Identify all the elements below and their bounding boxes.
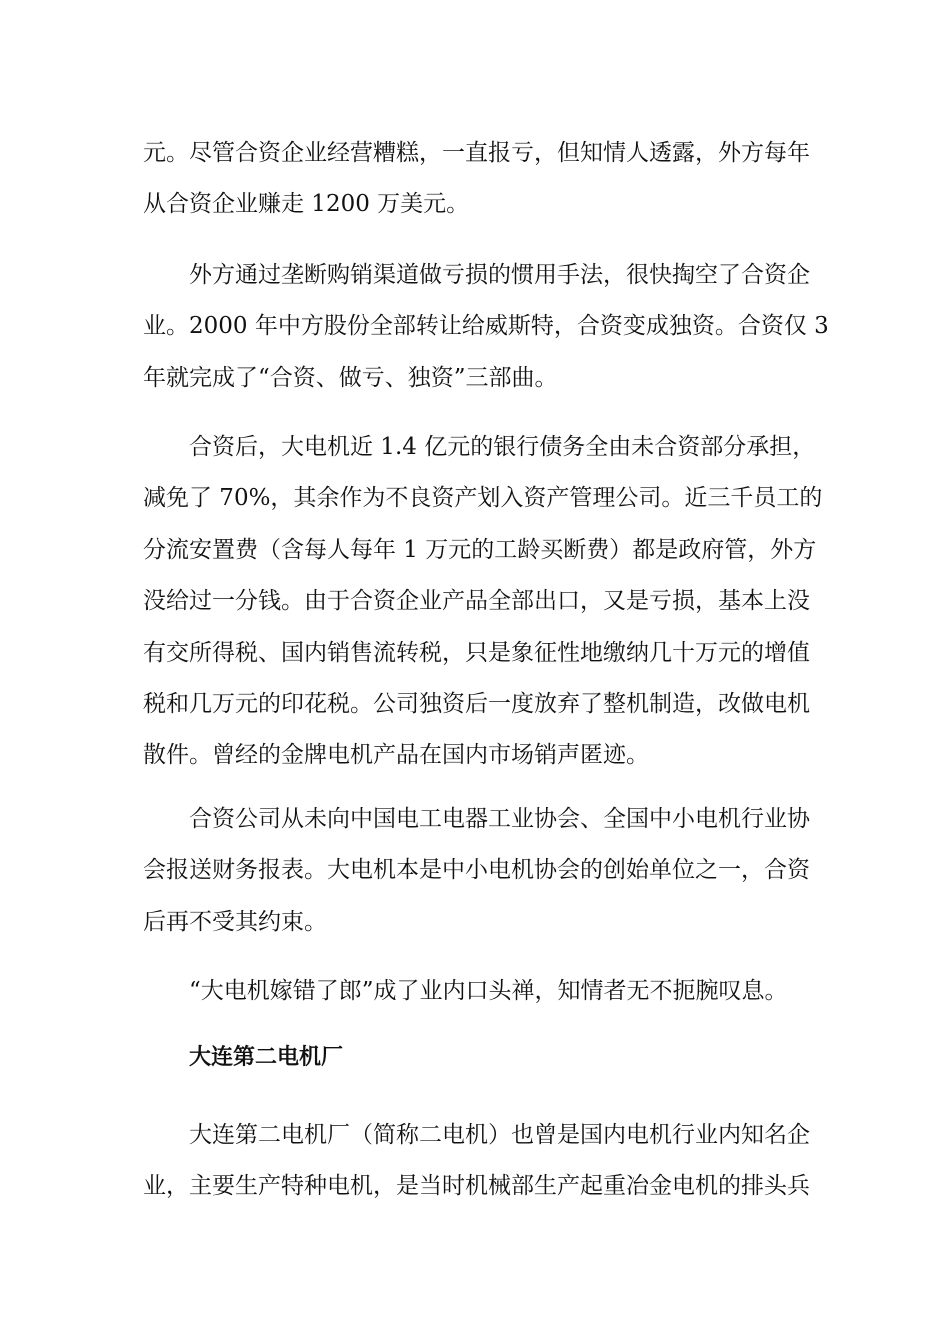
paragraph-1	[143, 128, 810, 231]
paragraph-line: 大连第二电机厂（简称二电机）也曾是国内电机行业内知名企	[189, 1122, 810, 1148]
paragraph-line: 减免了 70%，其余作为不良资产划入资产管理公司。近三千员工的	[143, 485, 823, 512]
paragraph-line: 年就完成了“合资、做亏、独资”三部曲。	[143, 364, 558, 391]
paragraph-line: 从合资企业赚走 1200 万美元。	[143, 191, 470, 218]
paragraph-line: 外方通过垄断购销渠道做亏损的惯用手法，很快掏空了合资企	[189, 262, 810, 288]
paragraph-line: 合资公司从未向中国电工电器工业协会、全国中小电机行业协	[189, 806, 810, 832]
paragraph-5	[143, 966, 793, 1017]
paragraph-4	[143, 794, 810, 948]
paragraph-line: 没给过一分钱。由于合资企业产品全部出口，又是亏损，基本上没	[143, 588, 810, 615]
paragraph-line: 业。2000 年中方股份全部转让给威斯特，合资变成独资。合资仅 3	[143, 313, 829, 340]
paragraph-line: “大电机嫁错了郎”成了业内口头禅，知情者无不扼腕叹息。	[189, 978, 788, 1004]
paragraph-line: 有交所得税、国内销售流转税，只是象征性地缴纳几十万元的增值	[143, 639, 810, 666]
paragraph-line: 元。尽管合资企业经营糟糕，一直报亏，但知情人透露，外方每年	[143, 140, 810, 166]
paragraph-line: 业，主要生产特种电机，是当时机械部生产起重冶金电机的排头兵	[143, 1173, 810, 1200]
paragraph-line: 合资后，大电机近 1.4 亿元的银行债务全由未合资部分承担，	[189, 434, 816, 460]
paragraph-line: 散件。曾经的金牌电机产品在国内市场销声匿迹。	[143, 742, 649, 769]
section-heading: 大连第二电机厂	[189, 1045, 344, 1070]
paragraph-6	[143, 1110, 810, 1213]
paragraph-line: 后再不受其约束。	[143, 908, 327, 935]
paragraph-3	[143, 422, 823, 782]
paragraph-line: 税和几万元的印花税。公司独资后一度放弃了整机制造，改做电机	[143, 691, 810, 718]
paragraph-2	[143, 250, 829, 404]
paragraph-line: 分流安置费（含每人每年 1 万元的工龄买断费）都是政府管，外方	[143, 536, 817, 563]
paragraph-line: 会报送财务报表。大电机本是中小电机协会的创始单位之一，合资	[143, 857, 810, 884]
